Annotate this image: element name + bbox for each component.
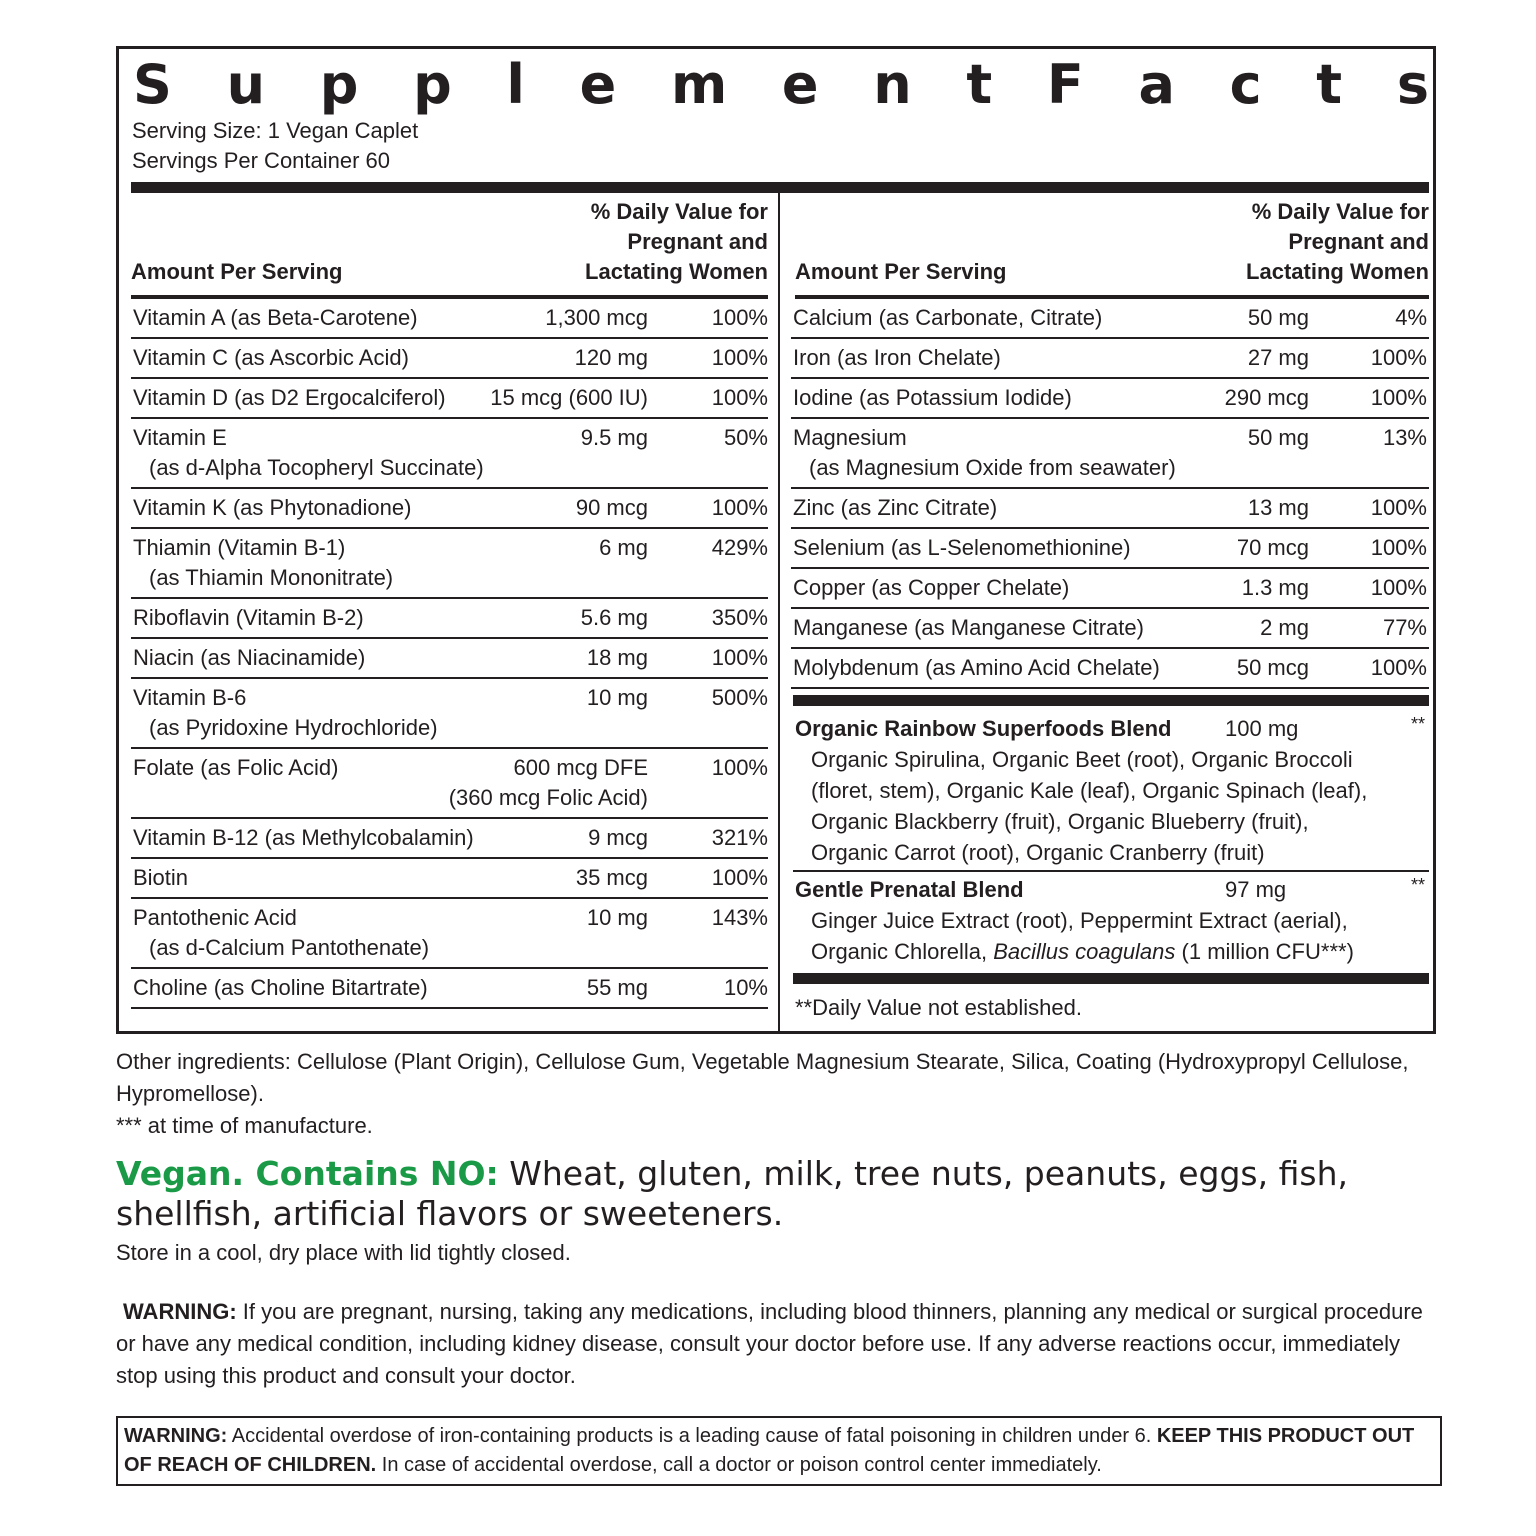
nutrient-row — [791, 339, 1429, 379]
nutrient-amount: 10 mg — [586, 905, 648, 930]
title-letter: t — [966, 53, 993, 116]
blend-amount: 97 mg — [1225, 877, 1287, 902]
blend-name: Gentle Prenatal Blend — [795, 877, 1024, 902]
title-letter: S — [133, 53, 172, 116]
daily-value-percent: 143% — [711, 905, 768, 930]
nutrient-row — [791, 569, 1429, 609]
nutrient-name: Vitamin A (as Beta-Carotene) — [133, 305, 418, 330]
cfu-text: (1 million CFU***) — [1175, 939, 1354, 964]
nutrient-name: Biotin — [133, 865, 189, 890]
right-nutrient-table — [791, 299, 1429, 689]
nutrient-name: Folate (as Folic Acid) — [133, 755, 339, 780]
nutrient-name: Pantothenic Acid — [133, 905, 297, 930]
nutrient-source: (as Magnesium Oxide from seawater) — [809, 455, 1176, 480]
nutrient-row — [131, 679, 768, 749]
blend-daily-value: ** — [1410, 714, 1425, 734]
title-letter: a — [1138, 53, 1175, 116]
nutrient-amount: 50 mcg — [1236, 655, 1309, 680]
right-column-header — [795, 197, 1429, 293]
nutrient-name: Niacin (as Niacinamide) — [133, 645, 366, 670]
daily-value-percent: 100% — [711, 755, 768, 780]
daily-value-percent: 100% — [1370, 655, 1427, 680]
daily-value-percent: 100% — [711, 345, 768, 370]
nutrient-amount: 9 mcg — [588, 825, 648, 850]
nutrient-amount: 18 mg — [586, 645, 648, 670]
nutrient-amount: 90 mcg — [575, 495, 648, 520]
warning-label: WARNING: — [124, 1425, 228, 1447]
nutrient-amount: 70 mcg — [1236, 535, 1309, 560]
daily-value-percent: 100% — [1370, 345, 1427, 370]
title-letter: n — [873, 53, 912, 116]
blend-ingredients-text: Ginger Juice Extract (root), Peppermint Extract (aerial), Organic Chlorella, — [811, 908, 1348, 964]
general-warning — [116, 1296, 1436, 1392]
nutrient-source: (as d-Alpha Tocopheryl Succinate) — [149, 455, 484, 480]
title-letter: c — [1229, 53, 1262, 116]
daily-value-percent: 500% — [711, 685, 768, 710]
title-letter: p — [413, 53, 452, 116]
daily-value-footnote: **Daily Value not established. — [795, 995, 1082, 1020]
nutrient-row — [131, 529, 768, 599]
nutrient-name: Vitamin K (as Phytonadione) — [133, 495, 412, 520]
daily-value-percent: 100% — [711, 495, 768, 520]
nutrient-row — [131, 969, 768, 1009]
nutrient-row — [131, 599, 768, 639]
nutrient-amount: 120 mg — [574, 345, 648, 370]
nutrient-amount: 13 mg — [1247, 495, 1309, 520]
title-letter: e — [579, 53, 617, 116]
nutrient-row — [791, 609, 1429, 649]
serving-size: Serving Size: 1 Vegan Caplet — [132, 118, 419, 143]
nutrient-source: (as Thiamin Mononitrate) — [149, 565, 394, 590]
nutrient-name: Selenium (as L-Selenomethionine) — [793, 535, 1131, 560]
blend-amount: 100 mg — [1225, 716, 1299, 741]
title-letter: m — [670, 53, 728, 116]
nutrient-amount: 9.5 mg — [580, 425, 648, 450]
daily-value-percent: 100% — [711, 645, 768, 670]
nutrient-amount: 10 mg — [586, 685, 648, 710]
nutrient-row — [131, 639, 768, 679]
blend-thick-rule — [793, 695, 1429, 706]
vegan-label: Vegan. Contains NO: — [116, 1154, 499, 1193]
daily-value-percent: 100% — [1370, 535, 1427, 560]
nutrient-row — [131, 819, 768, 859]
rainbow-superfoods-blend — [793, 713, 1429, 871]
title-letter: e — [781, 53, 819, 116]
daily-value-percent: 77% — [1382, 615, 1427, 640]
manufacture-note: *** at time of manufacture. — [116, 1113, 373, 1138]
nutrient-row — [791, 299, 1429, 339]
nutrient-name: Calcium (as Carbonate, Citrate) — [793, 305, 1103, 330]
nutrient-row — [131, 379, 768, 419]
nutrient-name: Vitamin B-6 — [133, 685, 247, 710]
nutrient-name: Thiamin (Vitamin B-1) — [133, 535, 346, 560]
nutrient-row — [791, 419, 1429, 489]
keep-away-from-children: KEEP THIS PRODUCT OUT OF REACH OF CHILDREN. — [124, 1425, 1415, 1476]
title-letter: s — [1396, 53, 1429, 116]
nutrient-row — [131, 899, 768, 969]
nutrient-amount: 1,300 mcg — [545, 305, 648, 330]
nutrient-name: Iron (as Iron Chelate) — [793, 345, 1001, 370]
vegan-allergen-statement — [116, 1154, 1436, 1234]
title-letter: u — [226, 53, 266, 116]
warning-label: WARNING: — [123, 1299, 237, 1324]
nutrient-amount: 6 mg — [599, 535, 648, 560]
nutrient-source: (as Pyridoxine Hydrochloride) — [149, 715, 438, 740]
amount-per-serving-label: Amount Per Serving — [795, 259, 1007, 284]
nutrient-amount: 55 mg — [586, 975, 648, 1000]
allergen-list: Wheat, gluten, milk, tree nuts, peanuts, eggs, fish, shellfish, artificial flavors or sweeteners. — [116, 1154, 1348, 1233]
top-thick-rule — [131, 182, 1429, 193]
blend-ingredients — [811, 905, 1421, 967]
daily-value-label: % Daily Value for Pregnant and Lactating Women — [585, 199, 768, 284]
daily-value-percent: 321% — [711, 825, 768, 850]
nutrient-name: Molybdenum (as Amino Acid Chelate) — [793, 655, 1160, 680]
other-ingredients: Other ingredients: Cellulose (Plant Origin), Cellulose Gum, Vegetable Magnesium Stearate, Silica, Coating (Hydroxypropyl Cellulose, Hypromellose). — [116, 1049, 1409, 1106]
servings-per-container: Servings Per Container 60 — [132, 148, 391, 173]
title-letter: p — [319, 53, 359, 116]
blend-rule — [793, 870, 1429, 872]
blend-ingredients: Organic Spirulina, Organic Beet (root), Organic Broccoli (floret, stem), Organic Kale (leaf), Organic Spinach (leaf), Organic Blackberry (fruit), Organic Blueberry (fruit), Organic Carrot (root), Organic Cranberry (fruit) — [811, 747, 1368, 865]
left-column-header — [131, 197, 768, 293]
daily-value-percent: 50% — [723, 425, 768, 450]
nutrient-name: Vitamin E — [133, 425, 227, 450]
daily-value-label: % Daily Value for Pregnant and Lactating Women — [1246, 199, 1429, 284]
nutrient-amount-detail: (360 mcg Folic Acid) — [448, 785, 648, 810]
daily-value-percent: 429% — [711, 535, 768, 560]
daily-value-percent: 350% — [711, 605, 768, 630]
nutrient-name: Iodine (as Potassium Iodide) — [793, 385, 1072, 410]
nutrient-amount: 50 mg — [1247, 425, 1309, 450]
daily-value-percent: 100% — [1370, 385, 1427, 410]
overdose-instructions: In case of accidental overdose, call a doctor or poison control center immediately. — [376, 1454, 1102, 1476]
daily-value-percent: 100% — [711, 865, 768, 890]
nutrient-name: Vitamin D (as D2 Ergocalciferol) — [133, 385, 446, 410]
nutrient-amount: 2 mg — [1260, 615, 1309, 640]
nutrient-row — [791, 489, 1429, 529]
nutrient-name: Vitamin C (as Ascorbic Acid) — [133, 345, 409, 370]
nutrient-name: Vitamin B-12 (as Methylcobalamin) — [133, 825, 474, 850]
nutrient-row — [791, 649, 1429, 689]
supplement-facts-panel — [116, 46, 1436, 1034]
title-letter: t — [1316, 53, 1343, 116]
nutrient-amount: 27 mg — [1247, 345, 1309, 370]
nutrient-amount: 50 mg — [1247, 305, 1309, 330]
nutrient-row — [791, 379, 1429, 419]
daily-value-percent: 4% — [1395, 305, 1427, 330]
nutrient-row — [131, 339, 768, 379]
nutrient-name: Magnesium — [793, 425, 907, 450]
nutrient-name: Manganese (as Manganese Citrate) — [793, 615, 1144, 640]
nutrient-row — [131, 419, 768, 489]
bottom-thick-rule — [793, 973, 1429, 984]
nutrient-name: Copper (as Copper Chelate) — [793, 575, 1070, 600]
nutrient-name: Riboflavin (Vitamin B-2) — [133, 605, 364, 630]
nutrient-row — [131, 749, 768, 819]
nutrient-amount: 15 mcg (600 IU) — [490, 385, 648, 410]
daily-value-percent: 13% — [1382, 425, 1427, 450]
daily-value-percent: 100% — [711, 385, 768, 410]
warning-text: Accidental overdose of iron-containing products is a leading cause of fatal poisoning in children under 6. — [227, 1425, 1157, 1447]
nutrient-name: Zinc (as Zinc Citrate) — [793, 495, 998, 520]
other-ingredients-section — [116, 1046, 1436, 1142]
iron-warning-box — [116, 1416, 1442, 1486]
blend-name: Organic Rainbow Superfoods Blend — [795, 716, 1172, 741]
warning-text: If you are pregnant, nursing, taking any medications, including blood thinners, planning any medical or surgical procedure or have any medical condition, including kidney disease, consult your doctor before use. If any adverse reactions occur, immediately stop using this product and consult your doctor. — [116, 1299, 1423, 1388]
amount-per-serving-label: Amount Per Serving — [131, 259, 343, 284]
nutrient-row — [131, 299, 768, 339]
title-letter: F — [1046, 53, 1084, 116]
title-letter: l — [506, 53, 525, 116]
daily-value-percent: 100% — [1370, 575, 1427, 600]
nutrient-amount: 600 mcg DFE — [513, 755, 648, 780]
nutrient-row — [791, 529, 1429, 569]
nutrient-amount: 5.6 mg — [580, 605, 648, 630]
nutrient-name: Choline (as Choline Bitartrate) — [133, 975, 428, 1000]
daily-value-percent: 10% — [723, 975, 768, 1000]
gentle-prenatal-blend — [793, 874, 1429, 969]
daily-value-percent: 100% — [711, 305, 768, 330]
nutrient-amount: 35 mcg — [575, 865, 648, 890]
storage-instructions: Store in a cool, dry place with lid tightly closed. — [116, 1240, 571, 1265]
column-divider — [778, 193, 780, 1031]
panel-title — [133, 55, 1429, 115]
nutrient-amount: 1.3 mg — [1241, 575, 1309, 600]
nutrient-row — [131, 489, 768, 529]
blend-daily-value: ** — [1410, 875, 1425, 895]
daily-value-percent: 100% — [1370, 495, 1427, 520]
nutrient-amount: 290 mcg — [1224, 385, 1309, 410]
probiotic-name: Bacillus coagulans — [993, 939, 1176, 964]
nutrient-source: (as d-Calcium Pantothenate) — [149, 935, 430, 960]
left-nutrient-table — [131, 299, 768, 1009]
nutrient-row — [131, 859, 768, 899]
